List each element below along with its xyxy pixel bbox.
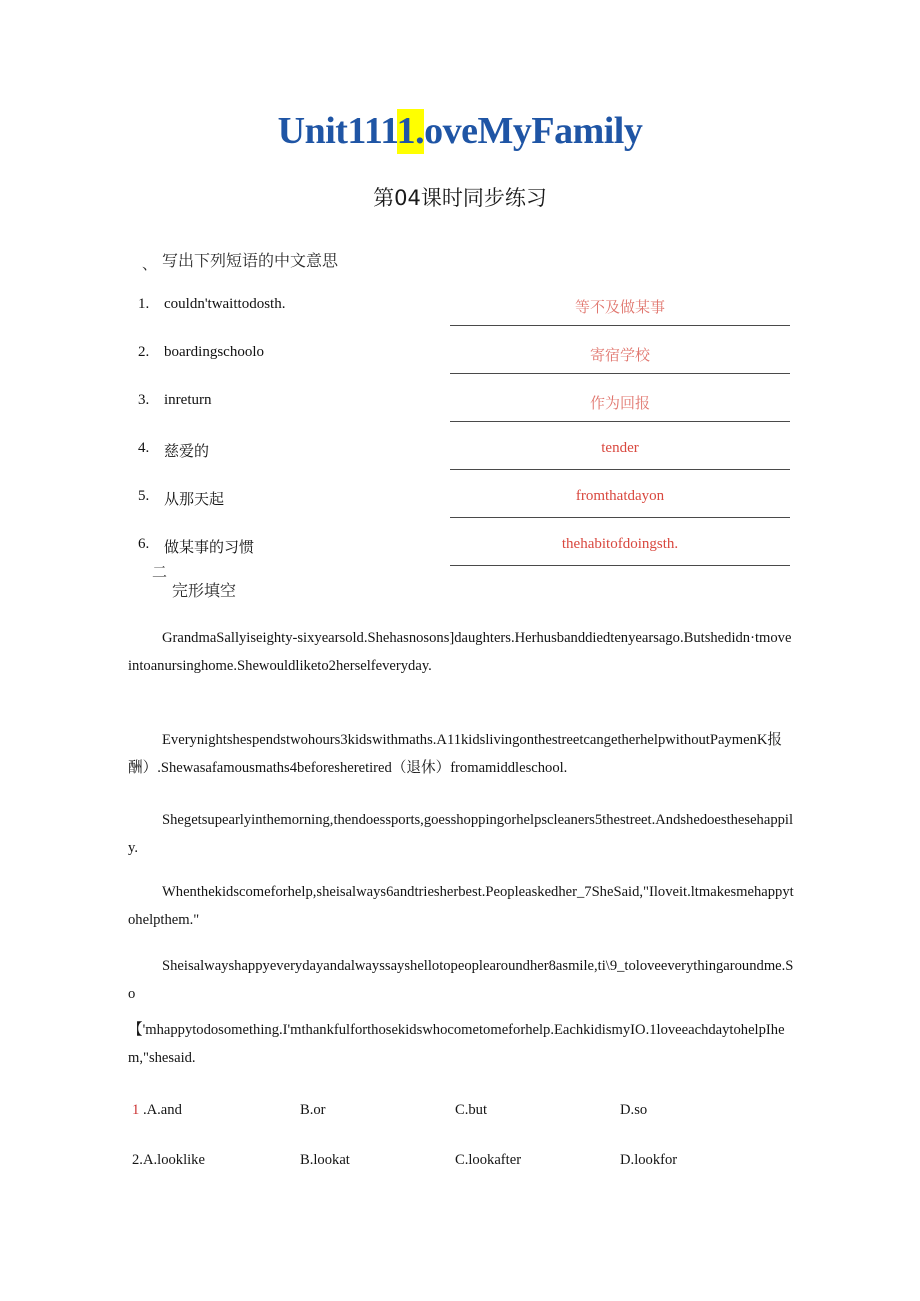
paragraph-text: Shegetsupearlyinthemorning,thendoessports,goesshoppingorhelpscleaners5thestreet.Andshedoesthesehappily. xyxy=(128,812,794,856)
cloze-paragraph xyxy=(128,726,794,782)
phrase-number: 6. xyxy=(138,536,150,552)
phrase-number: 5. xyxy=(138,488,150,504)
option-row xyxy=(0,1152,920,1178)
phrase-term: 慈爱的 xyxy=(164,442,210,460)
title-highlight: 1. xyxy=(396,110,425,152)
phrase-row xyxy=(0,488,920,536)
phrase-term: couldn'twaittodosth. xyxy=(164,296,286,312)
option-choice[interactable]: C.lookafter xyxy=(455,1152,522,1168)
question-number: 1 xyxy=(132,1102,143,1118)
phrase-number: 2. xyxy=(138,344,150,360)
phrase-row xyxy=(0,296,920,344)
option-choice[interactable]: 2.A.looklike xyxy=(132,1152,205,1168)
option-choice[interactable]: B.lookat xyxy=(300,1152,350,1168)
cloze-paragraph xyxy=(128,806,794,862)
title-part-2: oveMyFamily xyxy=(424,110,643,152)
cloze-paragraph xyxy=(128,624,794,680)
phrase-row xyxy=(0,392,920,440)
phrase-answer[interactable]: thehabitofdoingsth. xyxy=(561,536,679,552)
section-two-marker: 二 xyxy=(152,563,168,581)
option-choice[interactable]: 1 .A.and xyxy=(132,1102,182,1118)
page-subtitle: 第04课时同步练习 xyxy=(373,186,547,210)
phrase-answer[interactable]: tender xyxy=(601,440,639,456)
cloze-paragraph xyxy=(128,952,794,1008)
option-row xyxy=(0,1102,920,1128)
phrase-term: inreturn xyxy=(164,392,212,408)
phrase-term: boardingschoolo xyxy=(164,344,264,360)
phrase-row xyxy=(0,440,920,488)
page-title xyxy=(0,112,920,152)
phrase-term: 从那天起 xyxy=(164,490,225,508)
title-part-1: Unit111 xyxy=(277,110,397,152)
section-one-marker: 、 xyxy=(142,255,158,273)
phrase-term: 做某事的习惯 xyxy=(164,538,255,556)
section-one-heading xyxy=(142,248,339,273)
answer-blank-line xyxy=(450,373,790,374)
paragraph-text: Sheisalwayshappyeverydayandalwayssayshellotopeoplearoundher8asmile,ti\9_toloveeverythingaroundme.So xyxy=(128,958,794,1002)
phrase-answer[interactable]: 寄宿学校 xyxy=(589,346,650,364)
answer-blank-line xyxy=(450,517,790,518)
option-choice[interactable]: D.lookfor xyxy=(620,1152,678,1168)
paragraph-text: Whenthekidscomeforhelp,sheisalways6andtriesherbest.Peopleaskedher_7SheSaid,"Iloveit.ltmakesmehappytohelpthem." xyxy=(128,884,794,928)
answer-blank-line xyxy=(450,565,790,566)
option-choice[interactable]: D.so xyxy=(620,1102,648,1118)
phrase-answer[interactable]: fromthatdayon xyxy=(575,488,665,504)
cloze-paragraph xyxy=(128,1016,794,1072)
phrase-number: 3. xyxy=(138,392,150,408)
cloze-paragraph xyxy=(128,878,794,934)
paragraph-text: Everynightshespendstwohours3kidswithmaths.A11kidslivingonthestreetcangetherhelpwithoutPaymenK报酬）.Shewasafamousmaths4beforesheretired（退休）fromamiddleschool. xyxy=(128,732,783,776)
phrase-row xyxy=(0,344,920,392)
section-two-label: 完形填空 xyxy=(172,581,237,600)
section-two-heading xyxy=(150,563,237,601)
section-one-label: 写出下列短语的中文意思 xyxy=(162,251,339,270)
paragraph-text: 【'mhappytodosomething.I'mthankfulforthosekidswhocometomeforhelp.EachkidismyIO.1loveeachdaytohelpIhem,"shesaid. xyxy=(128,1022,785,1066)
phrase-answer[interactable]: 等不及做某事 xyxy=(574,298,665,316)
phrase-number: 4. xyxy=(138,440,150,456)
phrase-answer[interactable]: 作为回报 xyxy=(589,394,650,412)
phrase-number: 1. xyxy=(138,296,150,312)
answer-blank-line xyxy=(450,469,790,470)
option-choice[interactable]: C.but xyxy=(455,1102,488,1118)
phrase-row xyxy=(0,536,920,584)
answer-blank-line xyxy=(450,325,790,326)
answer-blank-line xyxy=(450,421,790,422)
paragraph-text: GrandmaSallyiseighty-sixyearsold.Shehasnosons]daughters.Herhusbanddiedtenyearsago.Butshedidn·tmoveintoanursinghome.Shewouldliketo2herselfeveryday. xyxy=(128,630,792,674)
option-choice[interactable]: B.or xyxy=(300,1102,326,1118)
